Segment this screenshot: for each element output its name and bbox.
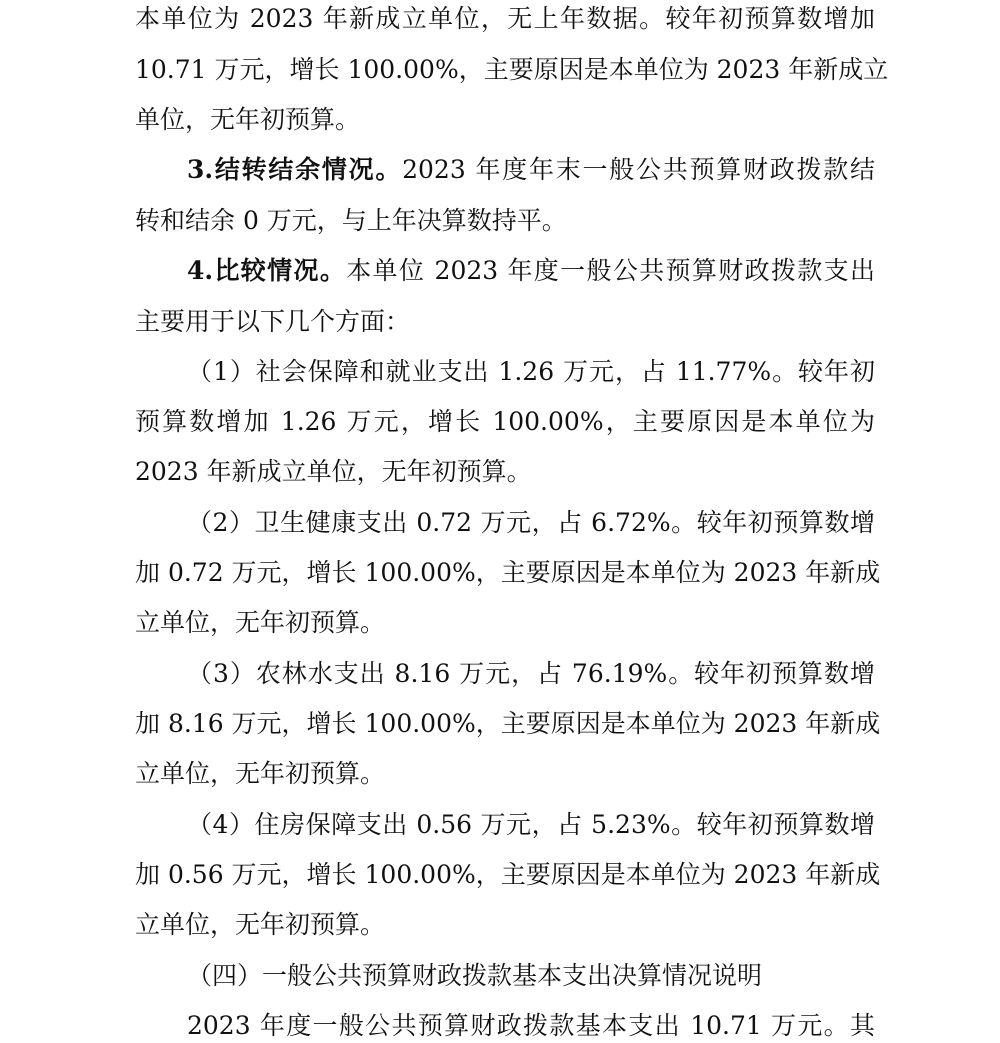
text-line: 立单位，无年初预算。 [135, 910, 386, 939]
section-heading: 3.结转结余情况。 [187, 155, 403, 184]
text-line: 转和结余 0 万元，与上年决算数持平。 [135, 206, 567, 235]
text-line: （2）卫生健康支出 0.72 万元，占 6.72%。较年初预算数增 [187, 508, 875, 537]
text-line: 本单位为 2023 年新成立单位，无上年数据。较年初预算数增加 [135, 4, 875, 33]
text-line: （3）农林水支出 8.16 万元，占 76.19%。较年初预算数增 [187, 659, 875, 688]
text-line: 立单位，无年初预算。 [135, 608, 386, 637]
text-line: 加 0.56 万元，增长 100.00%，主要原因是本单位为 2023 年新成 [135, 860, 881, 889]
text-line: 2023 年新成立单位，无年初预算。 [135, 457, 532, 486]
text-line: （1）社会保障和就业支出 1.26 万元，占 11.77%。较年初 [187, 357, 875, 386]
subsection-heading: （四）一般公共预算财政拨款基本支出决算情况说明 [187, 961, 763, 990]
section-4-first-line [187, 258, 875, 283]
text-line: 预算数增加 1.26 万元，增长 100.00%，主要原因是本单位为 [135, 407, 875, 436]
text-line: 10.71 万元，增长 100.00%，主要原因是本单位为 2023 年新成立 [135, 55, 889, 84]
text-line: 单位，无年初预算。 [135, 105, 361, 134]
text-line: 2023 年度一般公共预算财政拨款基本支出 10.71 万元。其 [187, 1011, 875, 1040]
text-line: 主要用于以下几个方面： [135, 307, 411, 336]
text-run: 2023 年度年末一般公共预算财政拨款结 [402, 155, 875, 184]
text-line: 立单位，无年初预算。 [135, 759, 386, 788]
section-3-first-line [187, 157, 875, 182]
text-line: 加 8.16 万元，增长 100.00%，主要原因是本单位为 2023 年新成 [135, 709, 881, 738]
section-heading: 4.比较情况。 [187, 256, 347, 285]
text-line: 加 0.72 万元，增长 100.00%，主要原因是本单位为 2023 年新成 [135, 558, 881, 587]
text-line: （4）住房保障支出 0.56 万元，占 5.23%。较年初预算数增 [187, 810, 875, 839]
text-run: 本单位 2023 年度一般公共预算财政拨款支出 [346, 256, 875, 285]
